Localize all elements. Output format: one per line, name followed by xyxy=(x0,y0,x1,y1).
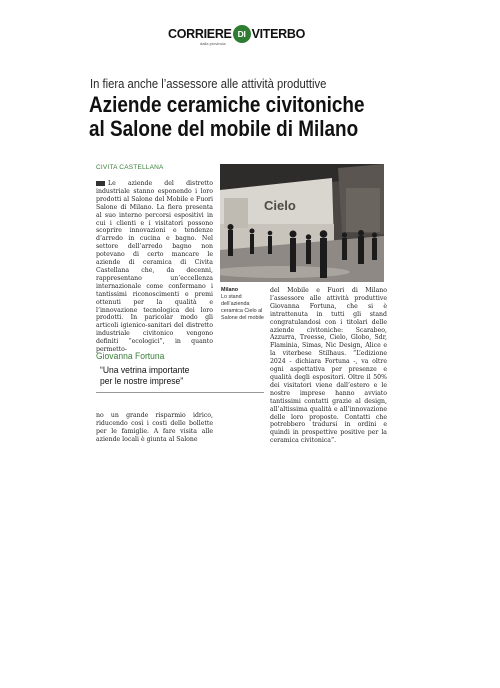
article-column-1 xyxy=(96,180,213,354)
pull-quote-line-2: per le nostre imprese” xyxy=(100,376,184,387)
article-column-3: del Mobile e Fuori di Milano l’assessore alle attività produttive Giovanna Fortuna, che si è intrattenuta in tutti gli stand congratulandosi con i titolari delle aziende civitoniche: Scarabeo, Azzurra, Treesse, Cielo, Globo, Sdr, Flaminia, Simas, Nic Design, Alice e la viterbese Stilhaus. “L’edizione 2024 - dichiara Fortuna -, va oltre ogni aspettativa per presenze e qualità degli espositori. Oltre il 50% dei visitatori viene dall’estero e le nostre imprese hanno avviato tantissimi contatti grazie al design, all’altissima qualità e all’innovazione delle loro proposte. Contatti che potrebbero tradursi in ordini e quindi in prospettive positive per la ceramica civitonica”. xyxy=(270,287,387,445)
pull-quote-text xyxy=(100,365,249,387)
masthead xyxy=(168,25,308,55)
article-column-1-text: Le aziende del distretto industriale stanno esponendo i loro prodotti al Salone del Mobile e Fuori Salone di Milano. La fiera presenta al suo interno percorsi espositivi in cui i clienti e i visitatori possono scoprire innovazioni e tendenze d’arredo in cucina e bagno. Nel settore dell’arredo bagno non potevano di certo mancare le aziende di ceramica di Civita Castellana che, da decenni, rappresentano un’eccellenza internazionale come confermano i tantissimi riconoscimenti e premi ottenuti per la qualità e l’innovazione tecnologica dei loro prodotti. In paricolar modo gli articoli igienico-sanitari del distretto industriale civitonico vengono definiti “ecologici”, in quanto permetto- xyxy=(96,180,213,354)
masthead-di-badge: DI xyxy=(233,25,251,43)
article-photo xyxy=(220,164,384,282)
pull-quote-name: Giovanna Fortuna xyxy=(96,351,165,362)
photo-sign-text: Cielo xyxy=(264,198,296,213)
paragraph-marker xyxy=(96,181,105,186)
pull-quote xyxy=(96,351,266,393)
pull-quote-line-1: “Una vetrina importante xyxy=(100,365,190,376)
masthead-name-left: CORRIERE xyxy=(168,27,232,41)
pull-quote-divider xyxy=(96,392,264,393)
article-column-1-continued: no un grande risparmio idrico, riducendo così i costi delle bollette per le famiglie. A fare visita alle aziende locali è giunta al Salone xyxy=(96,412,213,443)
masthead-name-right: VITERBO xyxy=(251,27,306,41)
photo-stand-image xyxy=(220,164,384,282)
photo-caption-text: Lo stand dell’azienda ceramica Cielo al Salone del mobile xyxy=(221,294,264,321)
masthead-logo xyxy=(168,25,308,43)
article-headline: Aziende ceramiche civitoniche al Salone del mobile di Milano xyxy=(89,92,365,141)
photo-caption-place: Milano xyxy=(221,287,239,293)
photo-caption xyxy=(221,287,266,322)
masthead-subtitle: dalla provincia xyxy=(200,41,226,46)
section-label: CIVITA CASTELLANA xyxy=(96,164,164,171)
article-kicker: In fiera anche l’assessore alle attività produttive xyxy=(90,77,327,91)
